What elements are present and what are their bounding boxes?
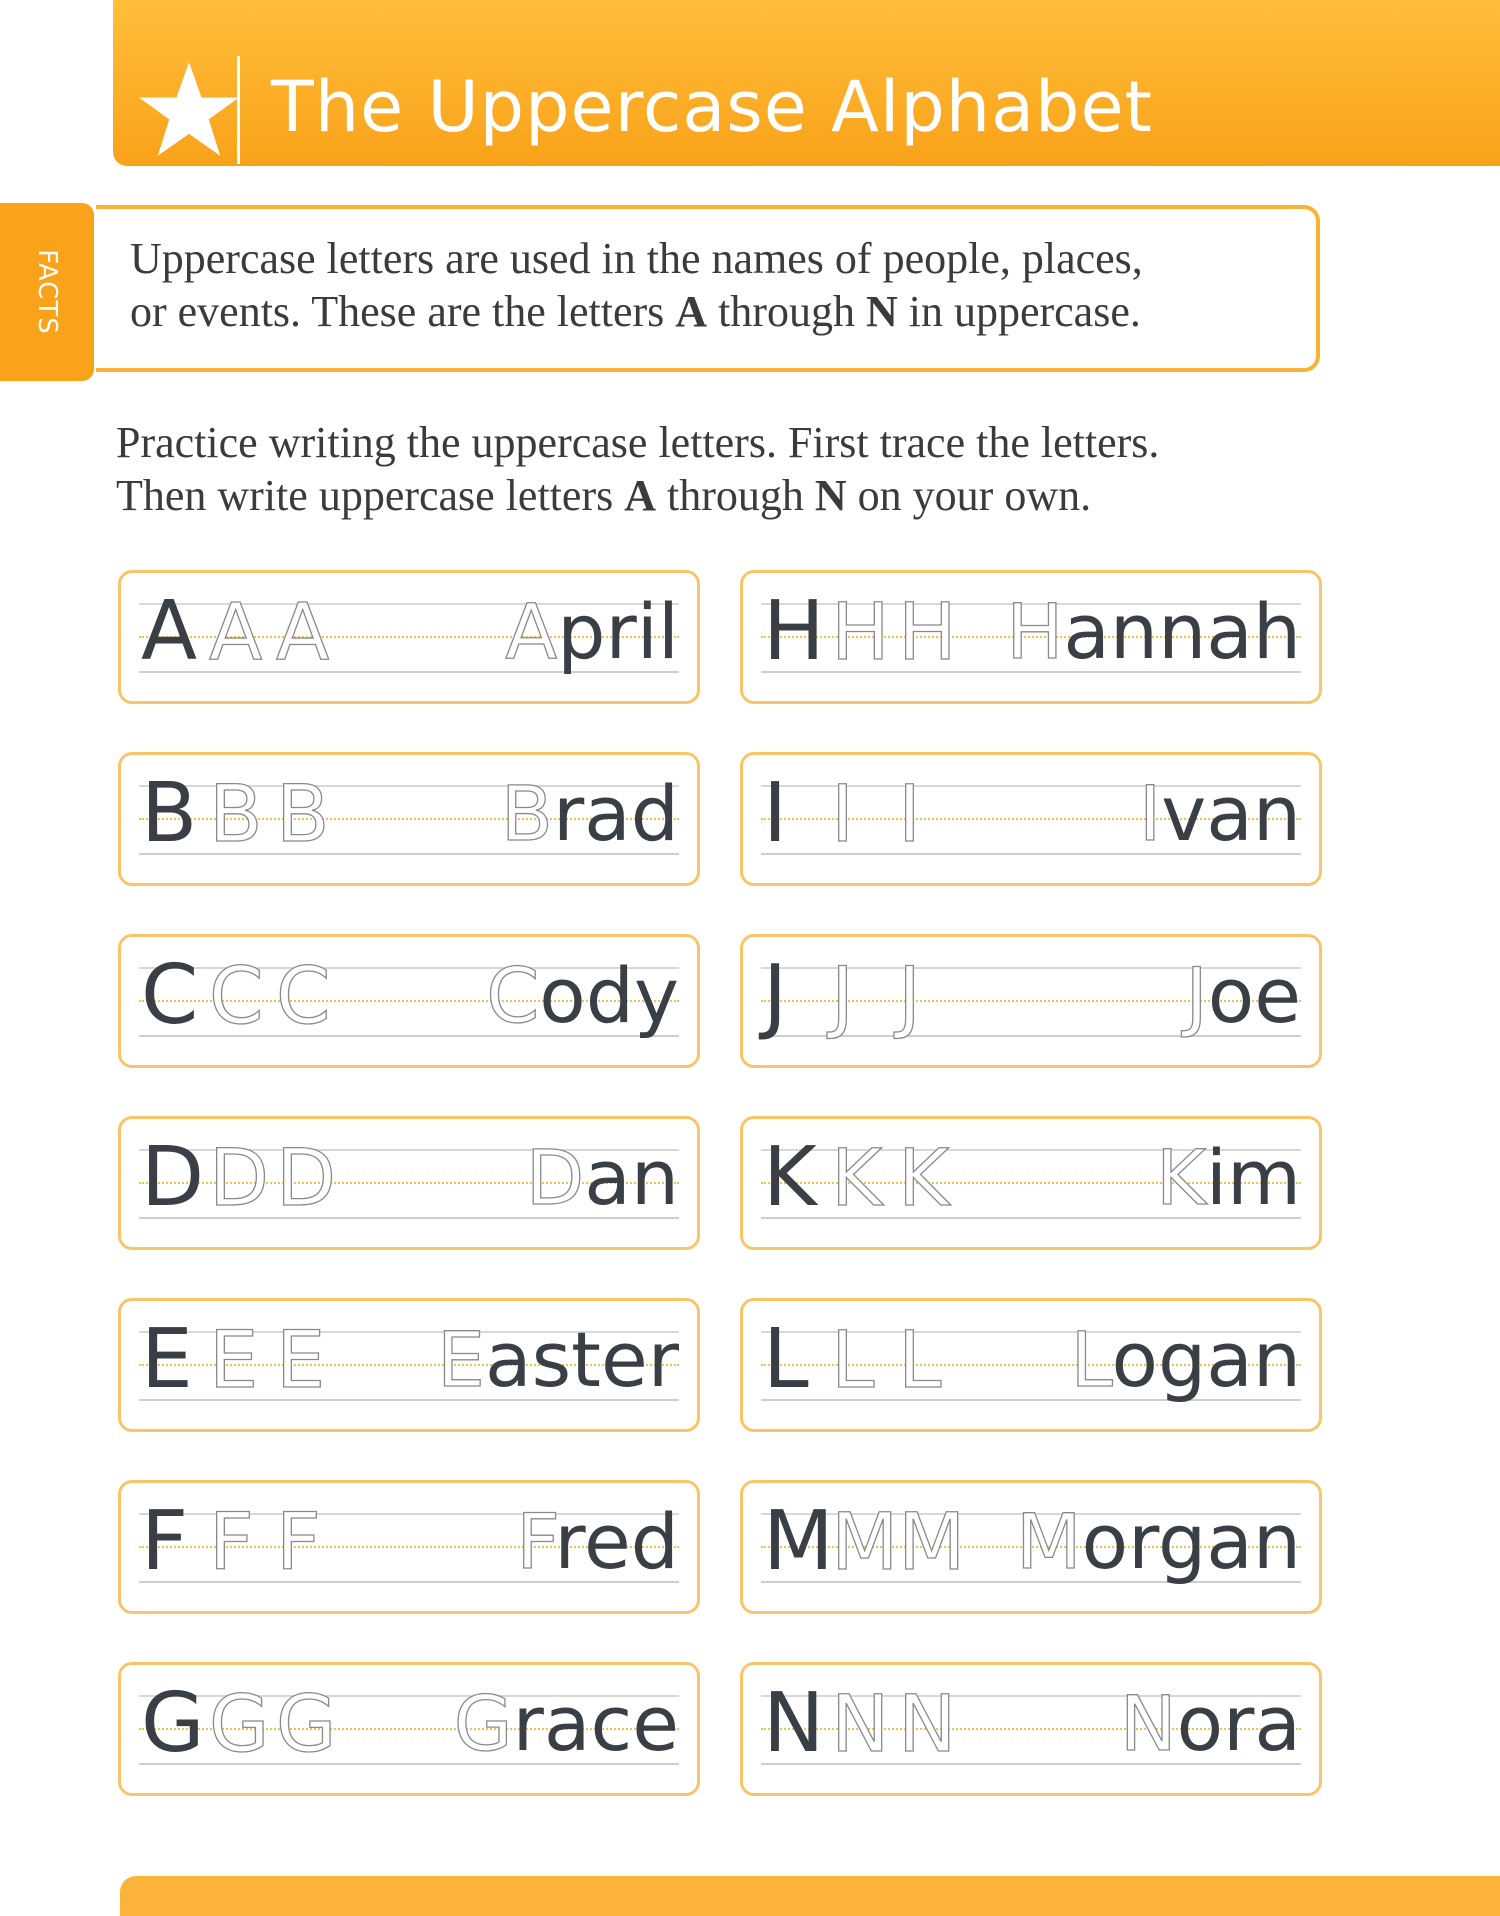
example-name	[1156, 1133, 1301, 1222]
trace-letter: H	[898, 588, 957, 678]
trace-letter: D	[209, 1134, 270, 1224]
facts-line-2	[130, 285, 1310, 338]
instructions-text-part: Then write uppercase letters	[116, 471, 625, 520]
trace-letter: C	[209, 952, 264, 1042]
name-rest: im	[1205, 1133, 1301, 1222]
name-trace-initial: C	[486, 951, 540, 1040]
trace-letter: C	[276, 952, 331, 1042]
trace-letter: G	[276, 1680, 337, 1770]
model-letter: E	[141, 1312, 193, 1407]
trace-letter: I	[898, 770, 922, 860]
trace-letter: A	[276, 588, 330, 678]
example-name	[1185, 951, 1301, 1040]
practice-row-l[interactable]	[740, 1298, 1322, 1432]
example-name	[525, 1133, 679, 1222]
trace-letter: L	[831, 1316, 875, 1406]
trace-letter: J	[831, 952, 855, 1042]
name-rest: oe	[1207, 951, 1301, 1040]
page-header	[113, 0, 1500, 166]
model-letter: L	[763, 1312, 809, 1407]
star-icon	[133, 58, 245, 162]
trace-letter: H	[831, 588, 890, 678]
facts-text-part: through	[707, 287, 866, 336]
name-trace-initial: K	[1156, 1133, 1206, 1222]
trace-letter: G	[209, 1680, 270, 1770]
practice-row-g[interactable]	[118, 1662, 700, 1796]
facts-line-1: Uppercase letters are used in the names of people, places,	[130, 234, 1143, 283]
page-title: The Uppercase Alphabet	[271, 66, 1153, 148]
name-trace-initial: B	[500, 769, 553, 858]
trace-letter: B	[276, 770, 330, 860]
header-divider	[237, 56, 240, 164]
practice-row-f[interactable]	[118, 1480, 700, 1614]
model-letter: N	[763, 1676, 825, 1771]
practice-row-n[interactable]	[740, 1662, 1322, 1796]
name-trace-initial: G	[453, 1679, 513, 1768]
model-letter: D	[141, 1130, 205, 1225]
name-rest: race	[512, 1679, 679, 1768]
trace-letter: M	[898, 1498, 966, 1588]
trace-letter: F	[209, 1498, 254, 1588]
instructions-text-part: on your own.	[846, 471, 1092, 520]
trace-letter: D	[276, 1134, 337, 1224]
name-trace-initial: J	[1185, 951, 1208, 1040]
practice-row-d[interactable]	[118, 1116, 700, 1250]
name-rest: an	[584, 1133, 679, 1222]
instructions-text-part: through	[656, 471, 815, 520]
example-name	[505, 587, 679, 676]
model-letter: G	[141, 1676, 205, 1771]
name-rest: annah	[1063, 587, 1301, 676]
trace-letter: F	[276, 1498, 321, 1588]
name-rest: pril	[557, 587, 679, 676]
trace-letter: A	[209, 588, 263, 678]
instructions	[116, 416, 1376, 522]
model-letter: C	[141, 948, 199, 1043]
practice-row-e[interactable]	[118, 1298, 700, 1432]
name-trace-initial: D	[525, 1133, 585, 1222]
facts-tab-label: FACTS	[32, 249, 62, 335]
name-rest: van	[1161, 769, 1301, 858]
instructions-line-1: Practice writing the uppercase letters. First trace the letters.	[116, 418, 1160, 467]
model-letter: H	[763, 584, 825, 679]
model-letter: F	[141, 1494, 189, 1589]
name-rest: ora	[1176, 1679, 1301, 1768]
practice-row-k[interactable]	[740, 1116, 1322, 1250]
name-trace-initial: M	[1016, 1497, 1082, 1586]
instructions-line-2	[116, 469, 1376, 522]
next-section-strip	[120, 1876, 1500, 1916]
model-letter: K	[763, 1130, 817, 1225]
trace-letter: N	[898, 1680, 957, 1770]
example-name	[453, 1679, 679, 1768]
practice-row-i[interactable]	[740, 752, 1322, 886]
name-rest: rad	[552, 769, 679, 858]
name-trace-initial: L	[1070, 1315, 1112, 1404]
practice-row-b[interactable]	[118, 752, 700, 886]
trace-letter: K	[831, 1134, 883, 1224]
model-letter: B	[141, 766, 198, 861]
example-name	[436, 1315, 679, 1404]
instructions-bold-letter: N	[814, 471, 847, 520]
name-trace-initial: I	[1138, 769, 1162, 858]
name-rest: ody	[539, 951, 679, 1040]
facts-text-part: in uppercase.	[897, 287, 1141, 336]
facts-tab	[0, 203, 94, 381]
example-name	[486, 951, 679, 1040]
model-letter: I	[763, 766, 788, 861]
trace-letter: I	[831, 770, 855, 860]
practice-row-a[interactable]	[118, 570, 700, 704]
example-name	[1138, 769, 1301, 858]
trace-letter: E	[209, 1316, 259, 1406]
example-name	[516, 1497, 679, 1586]
example-name	[1006, 587, 1301, 676]
example-name	[1070, 1315, 1302, 1404]
name-trace-initial: N	[1119, 1679, 1177, 1768]
trace-letter: B	[209, 770, 263, 860]
model-letter: A	[141, 584, 198, 679]
name-rest: aster	[485, 1315, 679, 1404]
instructions-bold-letter: A	[624, 471, 656, 520]
name-trace-initial: H	[1006, 587, 1064, 676]
facts-bold-letter: N	[865, 287, 898, 336]
trace-letter: K	[898, 1134, 950, 1224]
facts-text	[130, 232, 1310, 338]
example-name	[1016, 1497, 1301, 1586]
trace-letter: N	[831, 1680, 890, 1770]
name-rest: organ	[1081, 1497, 1301, 1586]
name-trace-initial: E	[436, 1315, 486, 1404]
name-trace-initial: A	[505, 587, 558, 676]
practice-row-h[interactable]	[740, 570, 1322, 704]
example-name	[500, 769, 679, 858]
facts-bold-letter: A	[675, 287, 708, 336]
practice-row-j[interactable]	[740, 934, 1322, 1068]
name-rest: ogan	[1111, 1315, 1301, 1404]
practice-row-c[interactable]	[118, 934, 700, 1068]
trace-letter: J	[898, 952, 922, 1042]
trace-letter: M	[831, 1498, 899, 1588]
facts-text-part: or events. These are the letters	[130, 287, 676, 336]
model-letter: J	[763, 948, 788, 1043]
trace-letter: E	[276, 1316, 326, 1406]
example-name	[1119, 1679, 1301, 1768]
trace-letter: L	[898, 1316, 942, 1406]
name-trace-initial: F	[516, 1497, 555, 1586]
model-letter: M	[763, 1494, 834, 1589]
practice-row-m[interactable]	[740, 1480, 1322, 1614]
name-rest: red	[554, 1497, 679, 1586]
